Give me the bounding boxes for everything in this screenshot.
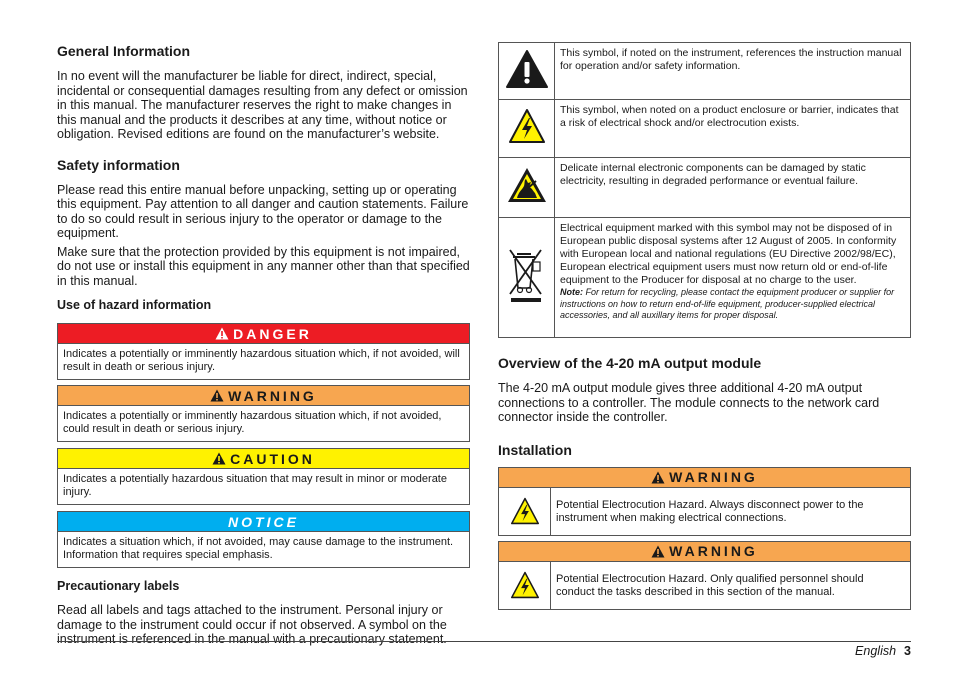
symbol-icon-cell <box>499 100 555 158</box>
warning-triangle-icon <box>651 545 665 558</box>
installation-heading: Installation <box>498 441 572 458</box>
caution-label: CAUTION <box>230 450 315 467</box>
overview-text: The 4-20 mA output module gives three additional 4-20 mA output connections to a controller. The module connects to the network card connector inside the controller. <box>498 381 880 424</box>
installation-warning-icon-cell <box>499 562 551 609</box>
installation-warning-text: Potential Electrocution Hazard. Only qualified personnel should conduct the tasks described in this section of the manual. <box>556 572 864 598</box>
footer-divider <box>57 641 911 642</box>
note-label: Note: <box>560 287 583 297</box>
left-column <box>57 42 470 647</box>
weee-note <box>560 287 906 322</box>
symbol-row <box>499 100 911 158</box>
symbol-row <box>499 218 911 338</box>
notice-box <box>57 511 470 568</box>
hazard-info-heading: Use of hazard information <box>57 298 212 312</box>
symbol-text: This symbol, if noted on the instrument, references the instruction manual for operation and/or safety information. <box>555 43 911 100</box>
general-info-text: In no event will the manufacturer be liable for direct, indirect, special, incidental or consequential damages resulting from any defect or omission in this manual. The manufacturer reserves the right to make changes in this manual and the products it describes at any time, without notice or obligation. Revised editions are found on the manufacturer’s website. <box>57 69 468 141</box>
symbol-icon-cell <box>499 158 555 218</box>
installation-warning-label: WARNING <box>669 469 758 485</box>
caution-header <box>58 449 469 469</box>
symbol-table <box>498 42 911 338</box>
page-number: 3 <box>904 644 911 658</box>
safety-info-paragraph-1: Please read this entire manual before unpacking, setting up or operating this equipment. Pay attention to all danger and caution statements. Failure to do so could result in serious injury to the operator or damage to the equipment. <box>57 182 469 240</box>
note-text: For return for recycling, please contact the equipment producer or supplier for instructions on how to return end-of-life equipment, producer-supplied electrical accessories, and all auxillary items for proper disposal. <box>560 287 895 320</box>
installation-warning-row <box>499 562 910 609</box>
danger-header <box>58 324 469 344</box>
warning-triangle-icon <box>651 471 665 484</box>
symbol-text: This symbol, when noted on a product enclosure or barrier, indicates that a risk of electrical shock and/or electrocution exists. <box>555 100 911 158</box>
installation-warning-header <box>499 542 910 562</box>
caution-triangle-icon <box>212 452 226 465</box>
danger-label: DANGER <box>233 325 312 342</box>
weee-crossed-bin-icon <box>507 246 547 304</box>
page-footer <box>855 643 911 659</box>
caution-box <box>57 448 470 505</box>
caution-text: Indicates a potentially hazardous situation that may result in minor or moderate injury. <box>63 473 447 498</box>
warning-triangle-icon <box>210 389 224 402</box>
overview-heading: Overview of the 4-20 mA output module <box>498 355 762 371</box>
general-info-heading: General Information <box>57 43 191 59</box>
safety-info-heading: Safety information <box>57 156 180 173</box>
symbol-text: Delicate internal electronic components can be damaged by static electricity, resulting in degraded performance or eventual failure. <box>555 158 911 218</box>
warning-header <box>58 386 469 406</box>
notice-header <box>58 512 469 532</box>
installation-warning-icon-cell <box>499 488 551 535</box>
symbol-icon-cell <box>499 43 555 100</box>
installation-warning-header <box>499 468 910 488</box>
symbol-icon-cell <box>499 218 555 338</box>
electrical-shock-icon <box>510 571 540 599</box>
weee-text: Electrical equipment marked with this symbol may not be disposed of in European public disposal systems after 12 August of 2005. In conformity with European local and national regulations (EU Directive 2002/98/EC), European electrical equipment users must now return old or end-of-life equipment to the Producer for disposal at no charge to the user. <box>560 222 897 286</box>
installation-warning-box <box>498 467 911 536</box>
precautionary-labels-text: Read all labels and tags attached to the instrument. Personal injury or damage to the instrument could occur if not observed. A symbol on the instrument is referenced in the manual with a precautionary statement. <box>57 603 447 646</box>
installation-warning-text: Potential Electrocution Hazard. Always disconnect power to the instrument when making electrical connections. <box>556 498 864 524</box>
right-column <box>498 42 911 610</box>
danger-triangle-icon <box>215 327 229 340</box>
installation-warning-box <box>498 541 911 610</box>
danger-box <box>57 323 470 380</box>
precautionary-labels-heading: Precautionary labels <box>57 579 180 593</box>
symbol-row <box>499 158 911 218</box>
safety-info-paragraph-2: Make sure that the protection provided by this equipment is not impaired, do not use or install this equipment in any manner other than that specified in this manual. <box>57 244 470 288</box>
electrical-shock-icon <box>508 108 546 144</box>
notice-text: Indicates a situation which, if not avoided, may cause damage to the instrument. Information that requires special emphasis. <box>63 536 454 561</box>
warning-text: Indicates a potentially or imminently hazardous situation which, if not avoided, could result in death or serious injury. <box>63 410 442 435</box>
installation-warning-label: WARNING <box>669 543 758 559</box>
notice-label: NOTICE <box>228 513 299 530</box>
electrical-shock-icon <box>510 497 540 525</box>
warning-label: WARNING <box>228 387 317 404</box>
footer-language: English <box>855 644 897 658</box>
symbol-row <box>499 43 911 100</box>
warning-box <box>57 385 470 442</box>
installation-warning-row <box>499 488 910 535</box>
warning-exclamation-icon <box>505 49 549 89</box>
esd-icon <box>506 166 548 204</box>
danger-text: Indicates a potentially or imminently hazardous situation which, if not avoided, will result in death or serious injury. <box>63 348 460 373</box>
symbol-text <box>555 218 911 338</box>
